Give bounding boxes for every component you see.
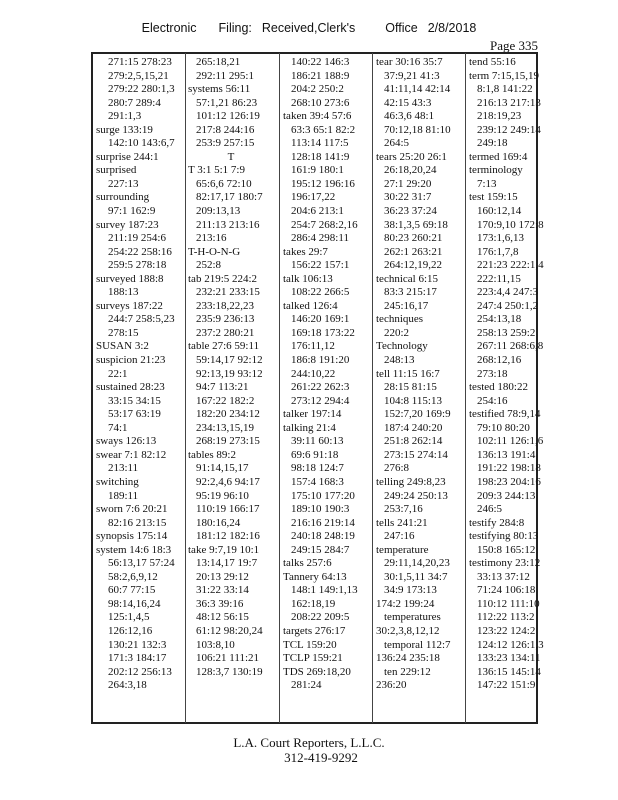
index-entry-line: 217:8 244:16 <box>196 123 255 136</box>
index-entry-line: sustained 28:23 <box>96 381 165 394</box>
index-entry-line: 22:1 <box>108 367 128 380</box>
index-entry-line: 259:5 278:18 <box>108 259 167 272</box>
index-entry-line: 79:10 80:20 <box>477 421 530 434</box>
index-entry-line: TDS 269:18,20 <box>283 665 351 678</box>
index-entry-line: 227:13 <box>108 177 139 190</box>
index-entry-line: termed 169:4 <box>469 150 528 163</box>
index-entry-line: 142:10 143:6,7 <box>108 137 175 150</box>
index-entry-line: 30:2,3,8,12,12 <box>376 624 440 637</box>
index-entry-line: 7:13 <box>477 177 497 190</box>
index-entry-line: 211:19 254:6 <box>108 232 166 245</box>
index-entry-line: SUSAN 3:2 <box>96 340 149 353</box>
index-entry-line: 113:14 117:5 <box>291 137 349 150</box>
index-entry-line: Tannery 64:13 <box>283 570 347 583</box>
index-entry-line: 204:2 250:2 <box>291 83 344 96</box>
index-entry-line: 273:12 294:4 <box>291 394 350 407</box>
index-entry-line: 239:12 249:14 <box>477 123 541 136</box>
index-entry-line: 253:9 257:15 <box>196 137 255 150</box>
column-divider <box>279 53 280 723</box>
index-entry-line: 171:3 184:17 <box>108 652 167 665</box>
index-entry-line: 30:22 31:7 <box>384 191 432 204</box>
index-entry-line: 156:22 157:1 <box>291 259 350 272</box>
index-entry-line: tables 89:2 <box>188 448 236 461</box>
index-entry-line: 128:3,7 130:19 <box>196 665 263 678</box>
index-entry-line: 161:9 180:1 <box>291 164 344 177</box>
index-entry-line: surrounding <box>96 191 150 204</box>
index-entry-line: 53:17 63:19 <box>108 408 161 421</box>
index-entry-line: TCLP 159:21 <box>283 652 343 665</box>
index-entry-line: swear 7:1 82:12 <box>96 448 167 461</box>
index-entry-line: takes 29:7 <box>283 245 328 258</box>
index-entry-line: 280:7 289:4 <box>108 96 161 109</box>
index-entry-line: 123:22 124:2 <box>477 624 536 637</box>
filing-word-1: Electronic <box>141 21 197 35</box>
index-entry-line: techniques <box>376 313 424 326</box>
index-entry-line: 169:18 173:22 <box>291 326 355 339</box>
index-entry-line: 254:13,18 <box>477 313 522 326</box>
index-entry-line: 181:12 182:16 <box>196 530 260 543</box>
index-entry-line: 173:1,6,13 <box>477 232 525 245</box>
index-entry-line: temperature <box>376 543 429 556</box>
index-entry-line: 291:1,3 <box>108 110 142 123</box>
index-column-4 <box>376 56 451 693</box>
index-entry-line: 59:14,17 92:12 <box>196 354 263 367</box>
index-entry-line: talk 106:13 <box>283 272 333 285</box>
index-entry-line: 175:10 177:20 <box>291 489 355 502</box>
index-entry-line: telling 249:8,23 <box>376 475 446 488</box>
index-entry-line: take 9:7,19 10:1 <box>188 543 260 556</box>
index-entry-line: 152:7,20 169:9 <box>384 408 451 421</box>
index-entry-line: 213:16 <box>196 232 227 245</box>
index-column-5 <box>469 56 544 693</box>
index-entry-line: 112:22 113:2 <box>477 611 535 624</box>
index-entry-line: surprise 244:1 <box>96 150 159 163</box>
index-entry-line: ten 229:12 <box>384 665 431 678</box>
index-entry-line: 92:13,19 93:12 <box>196 367 263 380</box>
index-entry-line: 252:8 <box>196 259 222 272</box>
index-entry-line: 186:21 188:9 <box>291 69 350 82</box>
index-entry-line: 170:9,10 172:8 <box>477 218 544 231</box>
index-entry-line: term 7:15,15,19 <box>469 69 539 82</box>
index-entry-line: 247:4 250:1,2 <box>477 299 539 312</box>
index-entry-line: testified 78:9,14 <box>469 408 541 421</box>
index-entry-line: 279:22 280:1,3 <box>108 83 175 96</box>
index-entry-line: survey 187:23 <box>96 218 159 231</box>
index-entry-line: 70:12,18 81:10 <box>384 123 451 136</box>
index-entry-line: 268:12,16 <box>477 354 522 367</box>
footer-company: L.A. Court Reporters, L.L.C. <box>233 735 385 750</box>
index-entry-line: 130:21 132:3 <box>108 638 167 651</box>
index-column-2 <box>188 56 274 679</box>
index-entry-line: 146:20 169:1 <box>291 313 350 326</box>
index-entry-line: 82:16 213:15 <box>108 516 167 529</box>
index-entry-line: 71:24 106:18 <box>477 584 536 597</box>
index-entry-line: 34:9 173:13 <box>384 584 437 597</box>
index-entry-line: tend 55:16 <box>469 56 516 68</box>
index-entry-line: 69:6 91:18 <box>291 448 339 461</box>
index-entry-line: 204:6 213:1 <box>291 205 344 218</box>
index-entry-line: 262:1 263:21 <box>384 245 443 258</box>
index-entry-line: surveys 187:22 <box>96 299 163 312</box>
index-entry-line: 124:12 126:1,3 <box>477 638 544 651</box>
index-entry-line: 245:16,17 <box>384 299 429 312</box>
index-entry-line: 182:20 234:12 <box>196 408 260 421</box>
index-entry-line: 237:2 280:21 <box>196 326 255 339</box>
index-entry-line: 248:13 <box>384 354 415 367</box>
index-entry-line: 279:2,5,15,21 <box>108 69 169 82</box>
index-entry-line: 101:12 126:19 <box>196 110 260 123</box>
index-column-3 <box>283 56 358 693</box>
index-entry-line: 268:10 273:6 <box>291 96 350 109</box>
index-entry-line: 29:11,14,20,23 <box>384 557 450 570</box>
index-entry-line: 136:15 145:14 <box>477 665 541 678</box>
index-entry-line: 202:12 256:13 <box>108 665 172 678</box>
index-entry-line: switching <box>96 475 139 488</box>
index-entry-line: 92:2,4,6 94:17 <box>196 475 260 488</box>
index-entry-line: 136:24 235:18 <box>376 652 440 665</box>
index-entry-line: talks 257:6 <box>283 557 332 570</box>
index-entry-line: T 3:1 5:1 7:9 <box>188 164 245 177</box>
index-entry-line: systems 56:11 <box>188 83 251 96</box>
index-entry-line: 209:3 244:13 <box>477 489 536 502</box>
index-entry-line: synopsis 175:14 <box>96 530 168 543</box>
index-entry-line: 83:3 215:17 <box>384 286 437 299</box>
index-entry-line: 46:3,6 48:1 <box>384 110 435 123</box>
index-entry-line: talker 197:14 <box>283 408 342 421</box>
index-entry-line: temperatures <box>384 611 441 624</box>
index-entry-line: 174:2 199:24 <box>376 597 435 610</box>
index-entry-line: 128:18 141:9 <box>291 150 350 163</box>
index-entry-line: testimony 23:12 <box>469 557 541 570</box>
index-entry-line: 74:1 <box>108 421 128 434</box>
index-entry-line: 125:1,4,5 <box>108 611 150 624</box>
index-entry-line: 42:15 43:3 <box>384 96 432 109</box>
filing-word-2: Filing: <box>218 21 252 35</box>
index-entry-line: 95:19 96:10 <box>196 489 249 502</box>
index-entry-line: 221:23 222:1,4 <box>477 259 544 272</box>
index-entry-line: 271:15 278:23 <box>108 56 172 68</box>
index-entry-line: testify 284:8 <box>469 516 525 529</box>
index-entry-line: 110:12 111:10 <box>477 597 540 610</box>
index-entry-line: 91:14,15,17 <box>196 462 249 475</box>
index-entry-line: talking 21:4 <box>283 421 336 434</box>
index-entry-line: 97:1 162:9 <box>108 205 156 218</box>
index-entry-line: 247:16 <box>384 530 415 543</box>
index-entry-line: 157:4 168:3 <box>291 475 344 488</box>
index-entry-line: 211:13 213:16 <box>196 218 260 231</box>
index-entry-line: 94:7 113:21 <box>196 381 249 394</box>
index-entry-line: 167:22 182:2 <box>196 394 255 407</box>
index-entry-line: 33:13 37:12 <box>477 570 530 583</box>
index-entry-line: table 27:6 59:11 <box>188 340 260 353</box>
index-entry-line: 82:17,17 180:7 <box>196 191 263 204</box>
index-entry-line: 240:18 248:19 <box>291 530 355 543</box>
index-entry-line: 244:10,22 <box>291 367 336 380</box>
index-entry-line: 27:1 29:20 <box>384 177 432 190</box>
index-entry-line: 57:1,21 86:23 <box>196 96 258 109</box>
index-entry-line: sworn 7:6 20:21 <box>96 503 168 516</box>
index-entry-line: 191:22 198:18 <box>477 462 541 475</box>
index-entry-line: 188:13 <box>108 286 139 299</box>
filing-date: 2/8/2018 <box>427 21 477 35</box>
index-entry-line: 186:8 191:20 <box>291 354 350 367</box>
index-entry-line: 38:1,3,5 69:18 <box>384 218 448 231</box>
index-entry-line: 254:16 <box>477 394 508 407</box>
index-entry-line: talked 126:4 <box>283 299 338 312</box>
index-entry-line: tab 219:5 224:2 <box>188 272 258 285</box>
index-entry-line: 209:13,13 <box>196 205 241 218</box>
index-entry-line: 148:1 149:1,13 <box>291 584 358 597</box>
index-entry-line: 246:5 <box>477 503 503 516</box>
index-entry-line: 61:12 98:20,24 <box>196 624 263 637</box>
index-entry-line: 136:13 191:4 <box>477 448 536 461</box>
index-entry-line: 281:24 <box>291 679 322 692</box>
index-entry-line: 265:18,21 <box>196 56 241 68</box>
index-entry-line: 273:15 274:14 <box>384 448 448 461</box>
index-entry-line: 48:12 56:15 <box>196 611 249 624</box>
index-entry-line: 80:23 260:21 <box>384 232 443 245</box>
index-entry-line: T <box>227 150 235 163</box>
index-column-1 <box>96 56 175 693</box>
index-entry-line: suspicion 21:23 <box>96 354 166 367</box>
index-entry-line: 189:10 190:3 <box>291 503 350 516</box>
index-entry-line: 58:2,6,9,12 <box>108 570 158 583</box>
index-entry-line: 220:2 <box>384 326 410 339</box>
index-entry-line: 60:7 77:15 <box>108 584 156 597</box>
index-entry-line: 292:11 295:1 <box>196 69 254 82</box>
index-entry-line: TCL 159:20 <box>283 638 337 651</box>
index-entry-line: 264:3,18 <box>108 679 147 692</box>
index-entry-line: 196:17,22 <box>291 191 336 204</box>
index-entry-line: 140:22 146:3 <box>291 56 350 68</box>
index-entry-line: 236:20 <box>376 679 407 692</box>
index-entry-line: 253:7,16 <box>384 503 423 516</box>
index-entry-line: 249:24 250:13 <box>384 489 448 502</box>
index-entry-line: 198:23 204:16 <box>477 475 541 488</box>
index-entry-line: 56:13,17 57:24 <box>108 557 175 570</box>
index-entry-line: 264:5 <box>384 137 410 150</box>
index-entry-line: 244:7 258:5,23 <box>108 313 175 326</box>
index-entry-line: 223:4,4 247:3 <box>477 286 539 299</box>
index-entry-line: 20:13 29:12 <box>196 570 249 583</box>
index-entry-line: 254:7 268:2,16 <box>291 218 358 231</box>
index-entry-line: 216:13 217:13 <box>477 96 541 109</box>
index-entry-line: 110:19 166:17 <box>196 503 260 516</box>
index-entry-line: 150:8 165:12 <box>477 543 536 556</box>
index-entry-line: 187:4 240:20 <box>384 421 443 434</box>
filing-word-3: Received,Clerk's <box>261 21 356 35</box>
index-entry-line: 254:22 258:16 <box>108 245 172 258</box>
index-entry-line: surveyed 188:8 <box>96 272 164 285</box>
column-divider <box>185 53 186 723</box>
index-entry-line: 63:3 65:1 82:2 <box>291 123 356 136</box>
index-entry-line: system 14:6 18:3 <box>96 543 172 556</box>
index-entry-line: 261:22 262:3 <box>291 381 350 394</box>
index-entry-line: 133:23 134:11 <box>477 652 541 665</box>
index-entry-line: 65:6,6 72:10 <box>196 177 252 190</box>
index-entry-line: 273:18 <box>477 367 508 380</box>
index-entry-line: 195:12 196:16 <box>291 177 355 190</box>
index-entry-line: 37:9,21 41:3 <box>384 69 440 82</box>
index-entry-line: tears 25:20 26:1 <box>376 150 447 163</box>
index-entry-line: 162:18,19 <box>291 597 336 610</box>
index-entry-line: 30:1,5,11 34:7 <box>384 570 448 583</box>
index-entry-line: 276:8 <box>384 462 410 475</box>
index-entry-line: 264:12,19,22 <box>384 259 443 272</box>
index-entry-line: 33:15 34:15 <box>108 394 161 407</box>
index-entry-line: technical 6:15 <box>376 272 439 285</box>
index-entry-line: 235:9 236:13 <box>196 313 255 326</box>
index-entry-line: tear 30:16 35:7 <box>376 56 443 68</box>
index-entry-line: targets 276:17 <box>283 624 346 637</box>
index-entry-line: 39:11 60:13 <box>291 435 344 448</box>
index-entry-line: tell 11:15 16:7 <box>376 367 440 380</box>
index-entry-line: 208:22 209:5 <box>291 611 350 624</box>
index-entry-line: 233:18,22,23 <box>196 299 255 312</box>
index-entry-line: 176:1,7,8 <box>477 245 519 258</box>
index-entry-line: 216:16 219:14 <box>291 516 355 529</box>
index-entry-line: 286:4 298:11 <box>291 232 349 245</box>
index-entry-line: 26:18,20,24 <box>384 164 437 177</box>
index-entry-line: 222:11,15 <box>477 272 521 285</box>
index-entry-line: 268:19 273:15 <box>196 435 260 448</box>
index-entry-line: 104:8 115:13 <box>384 394 442 407</box>
index-entry-line: tells 241:21 <box>376 516 428 529</box>
index-entry-line: 108:22 266:5 <box>291 286 350 299</box>
index-entry-line: 232:21 233:15 <box>196 286 260 299</box>
index-entry-line: 258:13 259:2 <box>477 326 536 339</box>
index-entry-line: 147:22 151:9 <box>477 679 536 692</box>
index-entry-line: 189:11 <box>108 489 139 502</box>
index-entry-line: Technology <box>376 340 428 353</box>
footer-phone: 312-419-9292 <box>284 750 358 765</box>
index-entry-line: 98:14,16,24 <box>108 597 161 610</box>
index-entry-line: taken 39:4 57:6 <box>283 110 352 123</box>
index-entry-line: sways 126:13 <box>96 435 157 448</box>
index-entry-line: 106:21 111:21 <box>196 652 260 665</box>
column-divider <box>372 53 373 723</box>
index-entry-line: tested 180:22 <box>469 381 528 394</box>
index-entry-line: 180:16,24 <box>196 516 241 529</box>
column-divider <box>465 53 466 723</box>
index-entry-line: surprised <box>96 164 137 177</box>
index-entry-line: 278:15 <box>108 326 139 339</box>
index-entry-line: 36:23 37:24 <box>384 205 437 218</box>
index-entry-line: 36:3 39:16 <box>196 597 244 610</box>
index-entry-line: 102:11 126:1,6 <box>477 435 544 448</box>
index-entry-line: 126:12,16 <box>108 624 153 637</box>
index-entry-line: 41:11,14 42:14 <box>384 83 451 96</box>
index-entry-line: 267:11 268:6,8 <box>477 340 544 353</box>
page-number: Page 335 <box>490 38 539 53</box>
index-entry-line: T-H-O-N-G <box>188 245 241 258</box>
index-entry-line: 160:12,14 <box>477 205 522 218</box>
index-entry-line: testifying 80:13 <box>469 530 539 543</box>
index-entry-line: terminology <box>469 164 523 177</box>
index-entry-line: surge 133:19 <box>96 123 153 136</box>
index-entry-line: 103:8,10 <box>196 638 235 651</box>
index-entry-line: 234:13,15,19 <box>196 421 255 434</box>
index-entry-line: temporal 112:7 <box>384 638 451 651</box>
index-entry-line: 98:18 124:7 <box>291 462 344 475</box>
index-entry-line: 218:19,23 <box>477 110 522 123</box>
index-entry-line: 251:8 262:14 <box>384 435 443 448</box>
index-entry-line: 249:18 <box>477 137 508 150</box>
index-entry-line: 13:14,17 19:7 <box>196 557 258 570</box>
index-entry-line: 249:15 284:7 <box>291 543 350 556</box>
index-entry-line: test 159:15 <box>469 191 518 204</box>
filing-word-4: Office <box>385 21 418 35</box>
index-entry-line: 8:1,8 141:22 <box>477 83 533 96</box>
index-entry-line: 176:11,12 <box>291 340 335 353</box>
index-entry-line: 213:11 <box>108 462 139 475</box>
index-entry-line: 31:22 33:14 <box>196 584 249 597</box>
index-entry-line: 28:15 81:15 <box>384 381 437 394</box>
electronic-filing-header <box>0 21 618 35</box>
